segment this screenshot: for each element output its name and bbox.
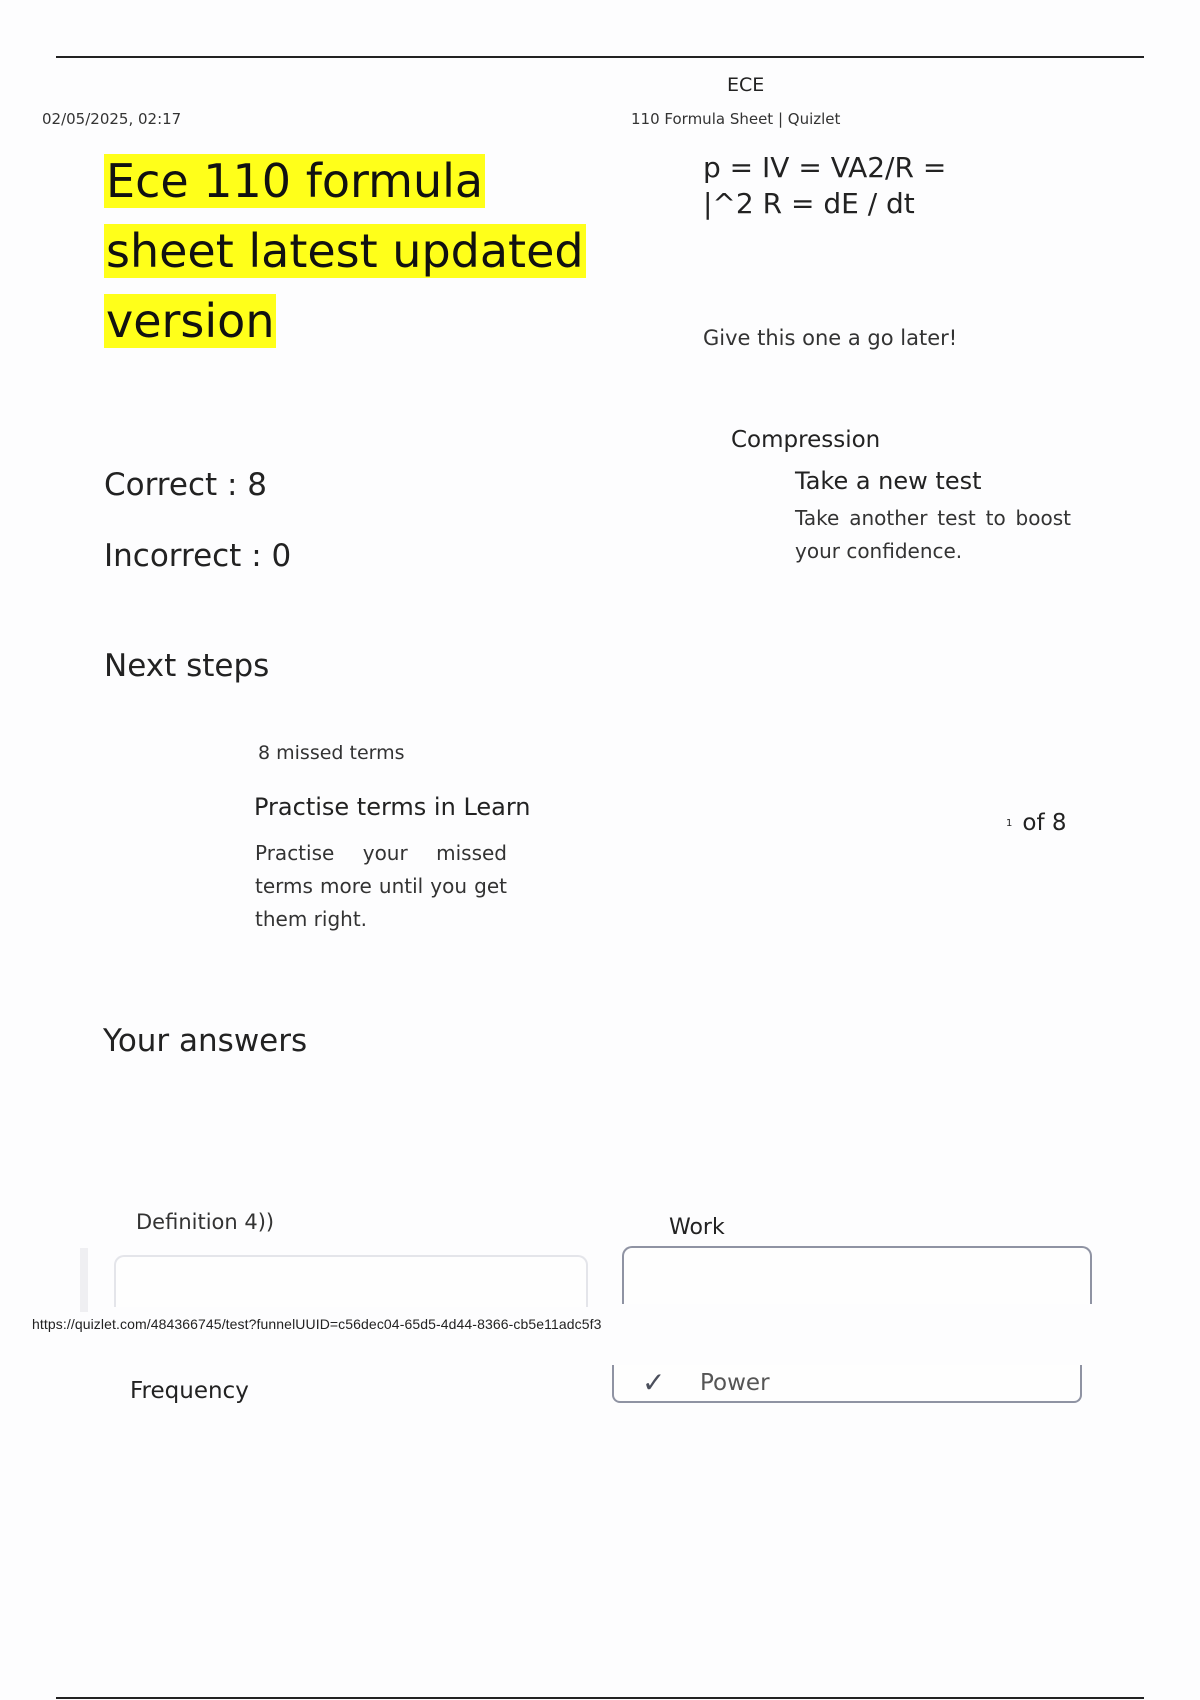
formula-card <box>703 150 1003 222</box>
formula-line: p = IV = VA2/R = <box>703 151 947 184</box>
power-option-label: Power <box>700 1370 770 1396</box>
correct-count: Correct : 8 <box>104 467 268 503</box>
frequency-label: Frequency <box>130 1378 249 1404</box>
left-edge-bar <box>80 1248 88 1312</box>
page-counter-bullet: 1 <box>1006 818 1013 829</box>
page-counter <box>1006 810 1067 836</box>
title-line: version <box>106 294 275 348</box>
take-new-test-link[interactable]: Take a new test <box>795 467 982 495</box>
header-page-title: 110 Formula Sheet | Quizlet <box>631 110 841 128</box>
give-later-note: Give this one a go later! <box>703 326 958 350</box>
check-icon: ✓ <box>642 1366 666 1399</box>
your-answers-heading: Your answers <box>103 1023 308 1059</box>
top-rule <box>56 56 1144 58</box>
formula-line: |^2 R = dE / dt <box>703 187 915 220</box>
power-answer-option[interactable] <box>612 1365 1082 1403</box>
document-title <box>104 146 586 356</box>
card-answer: Compression <box>731 427 881 453</box>
answer-option-box-selected[interactable] <box>622 1246 1092 1304</box>
page-url: https://quizlet.com/484366745/test?funnelUUID=c56dec04-65d5-4d44-8366-cb5e11adc5f3 <box>32 1316 602 1332</box>
title-line: Ece 110 formula <box>106 154 484 208</box>
next-steps-heading: Next steps <box>104 648 270 684</box>
title-line: sheet latest updated <box>106 224 584 278</box>
page-counter-text: of 8 <box>1022 810 1067 836</box>
missed-terms-label: 8 missed terms <box>258 742 405 764</box>
incorrect-count: Incorrect : 0 <box>104 538 292 574</box>
take-new-test-description: Take another test to boost your confidence. <box>795 506 1071 563</box>
work-label: Work <box>669 1215 725 1240</box>
header-datetime: 02/05/2025, 02:17 <box>42 110 182 128</box>
practise-description: Practise your missed terms more until you get them right. <box>255 841 507 931</box>
definition-label: Definition 4)) <box>136 1210 275 1234</box>
answer-option-box[interactable] <box>114 1255 588 1307</box>
header-label: ECE <box>727 74 765 96</box>
bottom-rule <box>56 1697 1144 1699</box>
practise-in-learn-link[interactable]: Practise terms in Learn <box>254 793 531 821</box>
